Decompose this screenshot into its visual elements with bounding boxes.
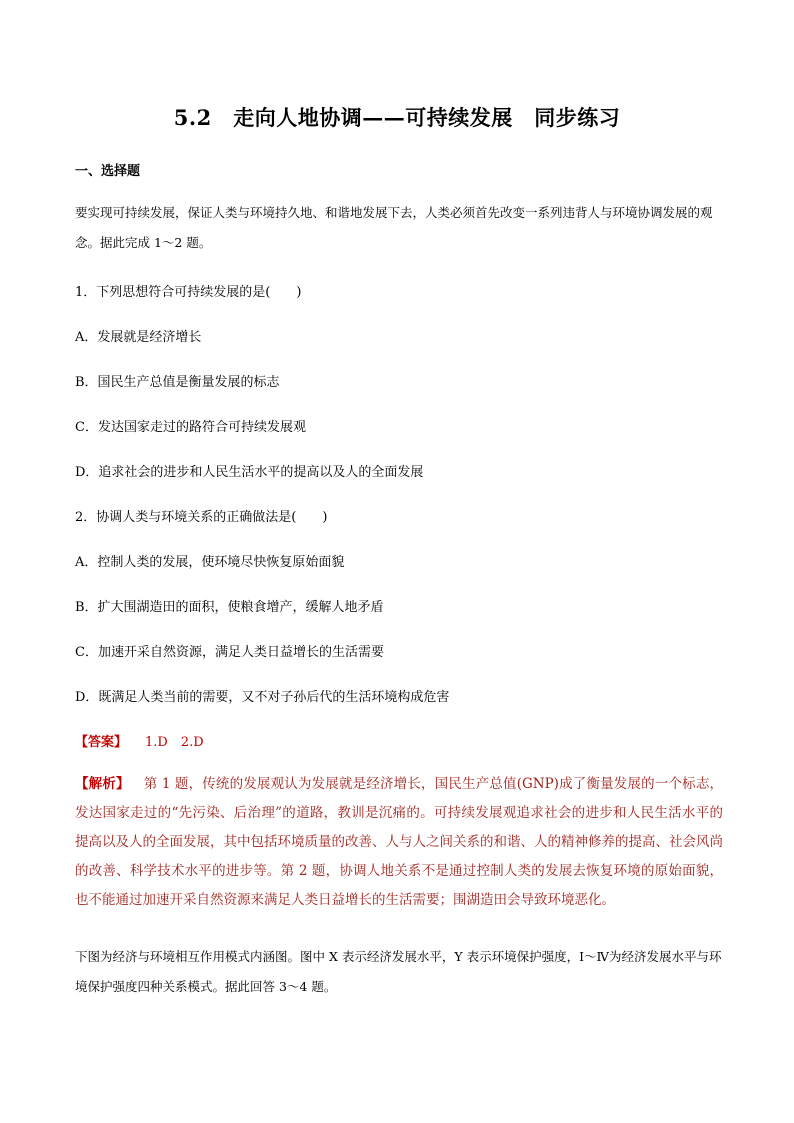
question-1-option-c: C．发达国家走过的路符合可持续发展观 [75,420,306,435]
answer-text: 1.D 2.D [145,735,204,750]
question-1-option-b: B．国民生产总值是衡量发展的标志 [75,375,280,390]
section-heading: 一、选择题 [75,164,141,179]
question-1-option-a: A．发展就是经济增长 [75,330,202,345]
answer-label: 【答案】 [75,735,128,750]
question-1-option-d: D．追求社会的进步和人民生活水平的提高以及人的全面发展 [75,465,424,480]
question-2-option-d: D．既满足人类当前的需要，又不对子孙后代的生活环境构成危害 [75,690,450,705]
question-2-option-b: B．扩大围湖造田的面积，使粮食增产，缓解人地矛盾 [75,600,384,615]
analysis-block [75,770,723,915]
question-1-stem: 1．下列思想符合可持续发展的是( ) [75,285,302,300]
intro-paragraph-2: 下图为经济与环境相互作用模式内涵图。图中 X 表示经济发展水平，Y 表示环境保护强度，Ⅰ～Ⅳ为经济发展水平与环境保护强度四种关系模式。据此回答 3～4 题。 [75,949,722,994]
answer-block [75,731,204,750]
question-2-stem: 2．协调人类与环境关系的正确做法是( ) [75,510,328,525]
intro-paragraph-1: 要实现可持续发展，保证人类与环境持久地、和谐地发展下去，人类必须首先改变一系列违背人与环境协调发展的观念。据此完成 1～2 题。 [75,205,713,250]
analysis-label: 【解析】 [75,776,130,792]
question-2-option-c: C．加速开采自然资源，满足人类日益增长的生活需要 [75,645,384,660]
question-2-option-a: A．控制人类的发展，使环境尽快恢复原始面貌 [75,555,345,570]
analysis-text: 第 1 题，传统的发展观认为发展就是经济增长，国民生产总值(GNP)成了衡量发展的一个标志，发达国家走过的“先污染、后治理”的道路，教训是沉痛的。可持续发展观追求社会的进步和人民生活水平的提高以及人的全面发展，其中包括环境质量的改善、人与人之间关系的和谐、人的精神修养的提高、社会风尚的改善、科学技术水平的进步等。第 2 题，协调人地关系不是通过控制人类的发展去恢复环境的原始面貌，也不能通过加速开采自然资源来满足人类日益增长的生活需要；围湖造田会导致环境恶化。 [75,776,724,908]
page-title: 5.2 走向人地协调——可持续发展 同步练习 [173,105,621,130]
